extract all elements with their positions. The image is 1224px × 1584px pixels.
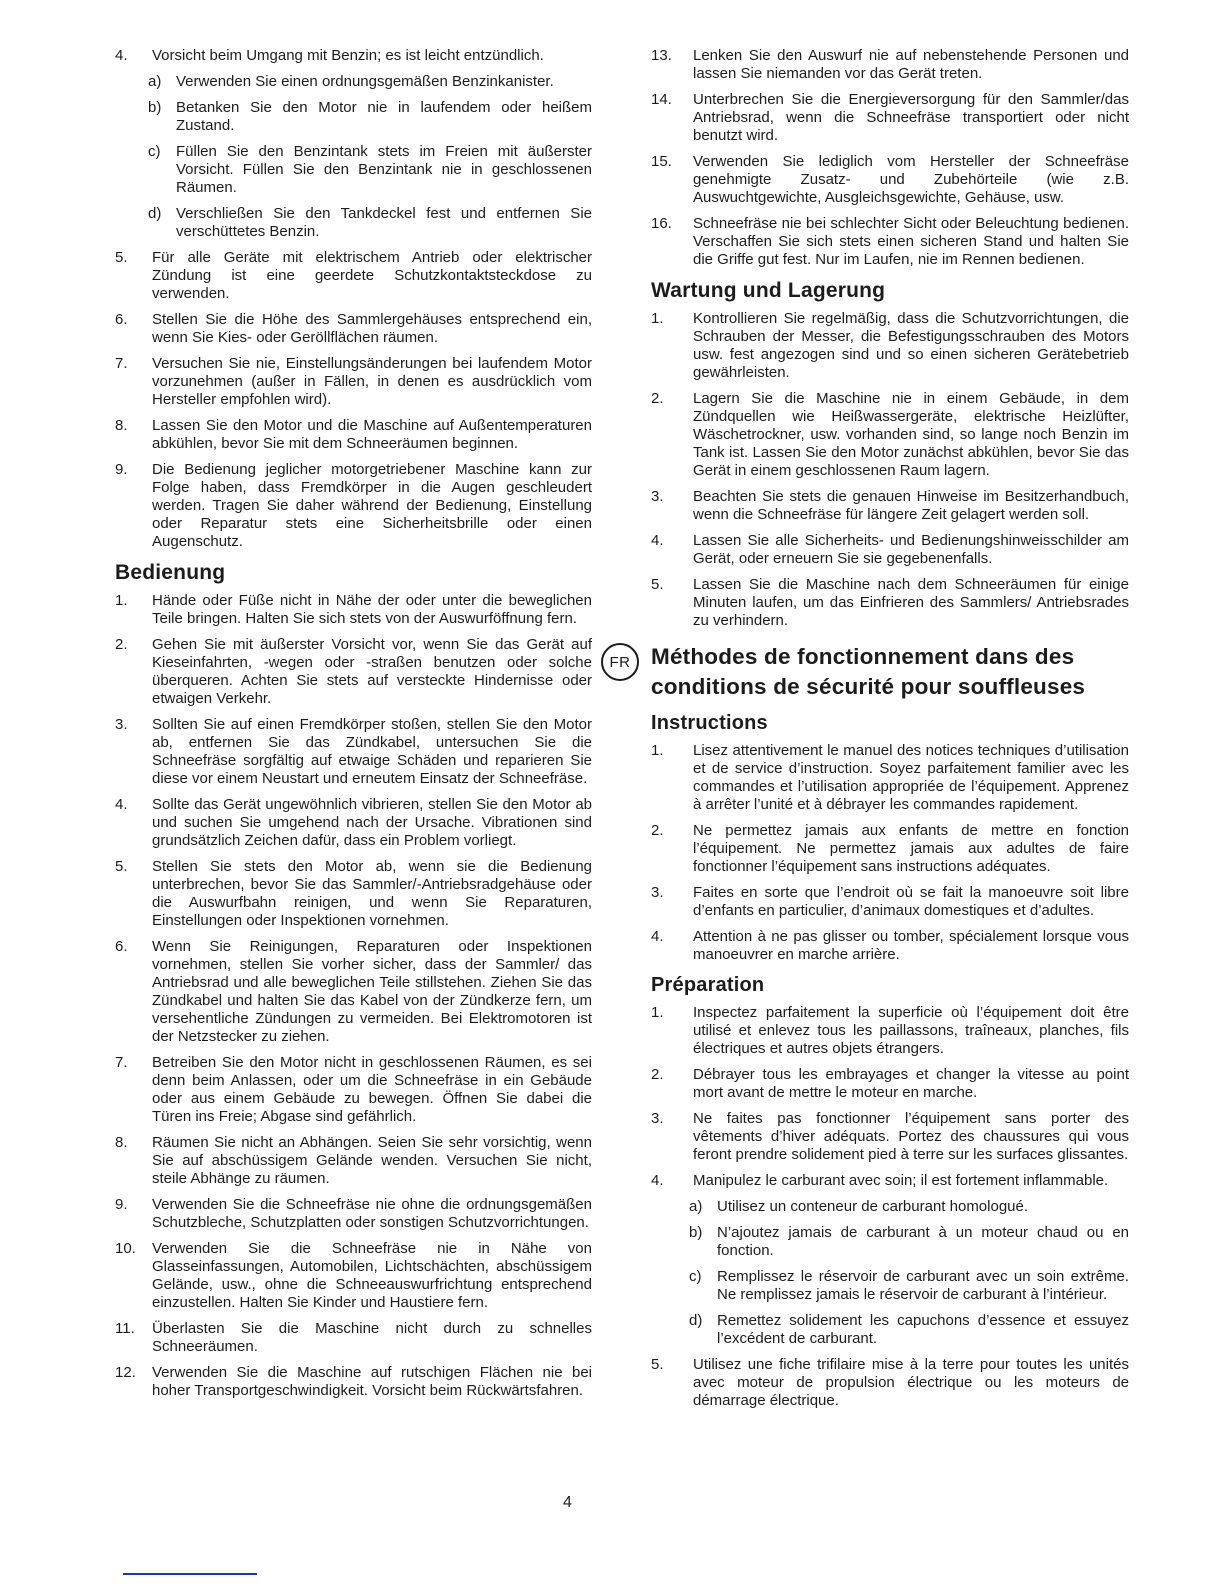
sub-item-label: c) — [148, 143, 161, 160]
list-item — [115, 1196, 592, 1232]
item-text: Ne permettez jamais aux enfants de mettre en fonction l’équipement. Ne permettez jamais aux adultes de faire fonctionner l’équipement sans instructions adéquates. — [693, 822, 1129, 875]
section-heading-preparation: Préparation — [651, 974, 765, 996]
list-item — [115, 592, 592, 628]
item-text: Räumen Sie nicht an Abhängen. Seien Sie sehr vorsichtig, wenn Sie auf abschüssigem Gelände wenden. Versuchen Sie nicht, steile Abhänge zu räumen. — [152, 1134, 592, 1187]
list-item — [115, 1364, 592, 1400]
item-text: Utilisez une fiche trifilaire mise à la terre pour toutes les unités avec moteur de propulsion électrique ou les moteurs de démarrage électrique. — [693, 1356, 1129, 1409]
fr-section-heading — [609, 642, 1129, 702]
sub-item — [148, 99, 592, 135]
list-item — [115, 1240, 592, 1312]
list-item — [651, 390, 1129, 480]
item-text: Lassen Sie alle Sicherheits- und Bedienungshinweisschilder am Gerät, oder erneuern Sie sie gegebenenfalls. — [693, 532, 1129, 567]
item-number: 8. — [115, 417, 128, 434]
item-number: 8. — [115, 1134, 128, 1151]
list-item — [115, 47, 592, 241]
item-text — [148, 47, 592, 241]
item-text: Unterbrechen Sie die Energieversorgung für den Sammler/das Antriebsrad, wenn die Schneefräse transportiert oder nicht benutzt wird. — [693, 91, 1129, 144]
item-number: 5. — [115, 249, 128, 266]
item-text: Beachten Sie stets die genauen Hinweise im Besitzerhandbuch, wenn die Schneefräse für längere Zeit gelagert werden soll. — [693, 488, 1129, 523]
item-text: Lassen Sie den Motor und die Maschine auf Außentemperaturen abkühlen, bevor Sie mit dem Schneeräumen beginnen. — [152, 417, 592, 452]
right-column — [609, 47, 1129, 1418]
item-text: Sollte das Gerät ungewöhnlich vibrieren, stellen Sie den Motor ab und suchen Sie umgehend nach der Ursache. Vibrationen sind grundsätzlich Zeichen dafür, dass ein Problem vorliegt. — [152, 796, 592, 849]
list-item — [115, 636, 592, 708]
item-number: 2. — [115, 636, 128, 653]
item-number: 12. — [115, 1364, 136, 1381]
item-text: Überlasten Sie die Maschine nicht durch zu schnelles Schneeräumen. — [152, 1320, 592, 1355]
item-number: 16. — [651, 215, 672, 232]
list-item — [651, 1004, 1129, 1058]
item-text: Lenken Sie den Auswurf nie auf nebenstehende Personen und lassen Sie niemanden vor das Gerät treten. — [693, 47, 1129, 82]
item-text: Die Bedienung jeglicher motorgetriebener Maschine kann zur Folge haben, dass Fremdkörper in die Augen geschleudert werden. Tragen Sie daher während der Bedienung, Einstellung oder Reparatur stets eine Sicherheitsbrille oder einen Augenschutz. — [152, 461, 592, 550]
list-item — [651, 91, 1129, 145]
sub-item-label: d) — [148, 205, 162, 222]
item-number: 2. — [651, 1066, 664, 1083]
item-number: 4. — [651, 928, 664, 945]
item-number: 4. — [115, 47, 128, 64]
item-text: Attention à ne pas glisser ou tomber, spécialement lorsque vous manoeuvrer en marche arrière. — [693, 928, 1129, 963]
item-text: Lagern Sie die Maschine nie in einem Gebäude, in dem Zündquellen wie Heißwassergeräte, elektrische Heizlüfter, Wäschetrockner, usw. vorhanden sind, so lange noch Benzin im Tank ist. Lassen Sie den Motor zunächst abkühlen, bevor Sie das Gerät in einem geschlossenen Raum lagern. — [693, 390, 1129, 479]
item-number: 15. — [651, 153, 672, 170]
item-text-line: Manipulez le carburant avec soin; il est fortement inflammable. — [693, 1172, 1109, 1189]
list-item — [115, 249, 592, 303]
item-number: 3. — [651, 1110, 664, 1127]
item-text: Inspectez parfaitement la superficie où l’équipement doit être utilisé et enlevez tous les paillassons, traîneaux, planches, fils électriques et autres objets étrangers. — [693, 1004, 1129, 1057]
list-item — [115, 796, 592, 850]
sub-item-label: a) — [148, 73, 162, 90]
item-number: 4. — [651, 1172, 664, 1189]
list-item — [115, 938, 592, 1046]
item-text: Hände oder Füße nicht in Nähe der oder unter die beweglichen Teile bringen. Halten Sie sich stets von der Auswurföffnung fern. — [152, 592, 592, 627]
list-item — [651, 1110, 1129, 1164]
list-item — [651, 1356, 1129, 1410]
section-heading-instructions: Instructions — [651, 712, 768, 734]
list-item — [115, 1134, 592, 1188]
list-item — [115, 461, 592, 551]
sub-item-text: N’ajoutez jamais de carburant à un moteur chaud ou en fonction. — [717, 1224, 1129, 1259]
list-item — [651, 488, 1129, 524]
item-text: Stellen Sie die Höhe des Sammlergehäuses entsprechend ein, wenn Sie Kies- oder Geröllflächen räumen. — [152, 311, 592, 346]
item-number: 10. — [115, 1240, 136, 1257]
item-text: Verwenden Sie die Schneefräse nie in Nähe von Glasseinfassungen, Automobilen, Lichtschächten, abschüssigem Gelände, usw., ohne die Schneeauswurfrichtung entsprechend einzustellen. Halten Sie Kinder und Haustiere fern. — [152, 1240, 592, 1311]
sub-item-text: Verschließen Sie den Tankdeckel fest und entfernen Sie verschüttetes Benzin. — [176, 205, 592, 240]
sub-item — [148, 205, 592, 241]
item-number: 9. — [115, 461, 128, 478]
list-item — [651, 928, 1129, 964]
item-number: 5. — [651, 576, 664, 593]
sub-item-text: Verwenden Sie einen ordnungsgemäßen Benzinkanister. — [176, 73, 554, 90]
list-item — [651, 153, 1129, 207]
item-number: 1. — [651, 1004, 664, 1021]
left-column — [115, 47, 592, 1408]
item-number: 1. — [115, 592, 128, 609]
item-text: Lisez attentivement le manuel des notices techniques d’utilisation et de service d’instruction. Soyez parfaitement familier avec les commandes et l’utilisation appropriée de l’équipement. Apprenez à arrêter l’unité et à débrayer les commandes rapidement. — [693, 742, 1129, 813]
section-heading-wartung: Wartung und Lagerung — [651, 279, 886, 302]
item-text: Für alle Geräte mit elektrischem Antrieb oder elektrischer Zündung ist eine geerdete Schutzkontaktsteckdose zu verwenden. — [152, 249, 592, 302]
list-item — [651, 742, 1129, 814]
item-number: 7. — [115, 355, 128, 372]
page-number: 4 — [563, 1494, 572, 1511]
item-number: 4. — [115, 796, 128, 813]
list-item — [115, 1320, 592, 1356]
section-heading-bedienung: Bedienung — [115, 561, 226, 584]
list-item — [115, 355, 592, 409]
item-number: 6. — [115, 938, 128, 955]
item-text: Gehen Sie mit äußerster Vorsicht vor, wenn Sie das Gerät auf Kieseinfahrten, -wegen oder -straßen benutzen oder solche überqueren. Achten Sie stets auf versteckte Hindernisse oder etwaigen Verkehr. — [152, 636, 592, 707]
item-text: Débrayer tous les embrayages et changer la vitesse au point mort avant de mettre le moteur en marche. — [693, 1066, 1129, 1101]
list-item — [651, 576, 1129, 630]
list-item — [651, 47, 1129, 83]
item-text: Verwenden Sie lediglich vom Hersteller der Schneefräse genehmigte Zusatz- und Zubehörteile (wie z.B. Auswuchtgewichte, Ausgleichsgewichte, Gehäuse, usw. — [693, 153, 1129, 206]
list-item — [651, 822, 1129, 876]
list-item — [651, 532, 1129, 568]
sub-item — [689, 1224, 1129, 1260]
item-text — [689, 1172, 1129, 1348]
sub-item-label: b) — [689, 1224, 703, 1241]
item-number: 3. — [651, 488, 664, 505]
item-number: 4. — [651, 532, 664, 549]
fr-section-title: Méthodes de fonctionnement dans des conditions de sécurité pour souffleuses — [651, 644, 1086, 699]
item-text: Betreiben Sie den Motor nicht in geschlossenen Räumen, es sei denn beim Anlassen, oder um die Schneefräse in ein Gebäude oder aus einem Gebäude zu bewegen. Öffnen Sie dabei die Türen ins Freie; Abgase sind gefährlich. — [152, 1054, 592, 1125]
item-text: Verwenden Sie die Maschine auf rutschigen Flächen nie bei hoher Transportgeschwindigkeit. Vorsicht beim Rückwärtsfahren. — [152, 1364, 592, 1399]
item-text: Wenn Sie Reinigungen, Reparaturen oder Inspektionen vornehmen, stellen Sie vorher sicher, dass der Sammler/ das Antriebsrad und alle beweglichen Teile stillstehen. Ziehen Sie das Zündkabel und halten Sie das Kabel von der Zündkerze fern, um versehentliche Zündungen zu vermeiden. Bei Elektromotoren ist der Netzstecker zu ziehen. — [152, 938, 592, 1045]
sub-item — [689, 1268, 1129, 1304]
sub-item — [148, 73, 592, 91]
sub-item-text: Remettez solidement les capuchons d’essence et essuyez l’excédent de carburant. — [717, 1312, 1129, 1347]
sub-item-text: Utilisez un conteneur de carburant homologué. — [717, 1198, 1029, 1215]
item-text: Verwenden Sie die Schneefräse nie ohne die ordnungsgemäßen Schutzbleche, Schutzplatten oder sonstigen Schutzvorrichtungen. — [152, 1196, 592, 1231]
list-item — [651, 1172, 1129, 1348]
sub-item — [148, 143, 592, 197]
item-text: Ne faites pas fonctionner l’équipement sans porter des vêtements d’hiver adéquats. Portez des chaussures qui vous feront prendre solidement pied à terre sur les surfaces glissantes. — [693, 1110, 1129, 1163]
item-number: 14. — [651, 91, 672, 108]
item-number: 13. — [651, 47, 672, 64]
sub-item-label: c) — [689, 1268, 702, 1285]
sub-item — [689, 1198, 1129, 1216]
list-item — [115, 858, 592, 930]
list-item — [115, 1054, 592, 1126]
list-item — [651, 215, 1129, 269]
item-number: 1. — [651, 742, 664, 759]
item-text: Versuchen Sie nie, Einstellungsänderungen bei laufendem Motor vorzunehmen (außer in Fällen, in denen es ausdrücklich vom Hersteller empfohlen wird). — [152, 355, 592, 408]
item-number: 2. — [651, 390, 664, 407]
item-text-line: Vorsicht beim Umgang mit Benzin; es ist leicht entzündlich. — [152, 47, 544, 64]
item-text: Kontrollieren Sie regelmäßig, dass die Schutzvorrichtungen, die Schrauben der Messer, die Befestigungsschrauben des Motors usw. fest angezogen sind und so einen sicheren Gerätebetrieb gewährleisten. — [693, 310, 1129, 381]
item-number: 3. — [115, 716, 128, 733]
sub-item-label: a) — [689, 1198, 703, 1215]
item-text: Stellen Sie stets den Motor ab, wenn sie die Bedienung unterbrechen, bevor Sie das Sammler/-Antriebsradgehäuse oder die Auswurfbahn reinigen, und wenn Sie Reparaturen, Einstellungen oder Inspektionen vornehmen. — [152, 858, 592, 929]
sub-item-label: d) — [689, 1312, 703, 1329]
sub-item-text: Betanken Sie den Motor nie in laufendem oder heißem Zustand. — [176, 99, 592, 134]
list-item — [651, 884, 1129, 920]
list-item — [115, 417, 592, 453]
item-number: 7. — [115, 1054, 128, 1071]
list-item — [651, 310, 1129, 382]
item-number: 11. — [115, 1320, 135, 1337]
sub-item-text: Remplissez le réservoir de carburant avec un soin extrême. Ne remplissez jamais le réservoir de carburant à l’intérieur. — [717, 1268, 1129, 1303]
sub-item-text: Füllen Sie den Benzintank stets im Freien mit äußerster Vorsicht. Füllen Sie den Benzintank nie in geschlossenen Räumen. — [176, 143, 592, 196]
item-number: 9. — [115, 1196, 128, 1213]
language-badge-fr: FR — [601, 643, 639, 681]
item-number: 5. — [651, 1356, 664, 1373]
item-text: Schneefräse nie bei schlechter Sicht oder Beleuchtung bedienen. Verschaffen Sie sich stets einen sicheren Stand und halten Sie die Griffe gut fest. Nur im Laufen, nie im Rennen bedienen. — [693, 215, 1129, 268]
sub-item-label: b) — [148, 99, 162, 116]
list-item — [651, 1066, 1129, 1102]
item-number: 2. — [651, 822, 664, 839]
item-number: 3. — [651, 884, 664, 901]
footer-rule — [123, 1573, 257, 1575]
list-item — [115, 716, 592, 788]
item-number: 6. — [115, 311, 128, 328]
item-number: 5. — [115, 858, 128, 875]
item-number: 1. — [651, 310, 664, 327]
list-item — [115, 311, 592, 347]
item-text: Faites en sorte que l’endroit où se fait la manoeuvre soit libre d’enfants en particulier, d’animaux domestiques et d’adultes. — [693, 884, 1129, 919]
sub-item — [689, 1312, 1129, 1348]
item-text: Lassen Sie die Maschine nach dem Schneeräumen für einige Minuten laufen, um das Einfrieren des Sammlers/ Antriebsrades zu verhindern. — [693, 576, 1129, 629]
item-text: Sollten Sie auf einen Fremdkörper stoßen, stellen Sie den Motor ab, entfernen Sie das Zündkabel, untersuchen Sie die Schneefräse sorgfältig auf etwaige Schäden und reparieren Sie diese vor einem Neustart und erneutem Einsatz der Schneefräse. — [152, 716, 592, 787]
